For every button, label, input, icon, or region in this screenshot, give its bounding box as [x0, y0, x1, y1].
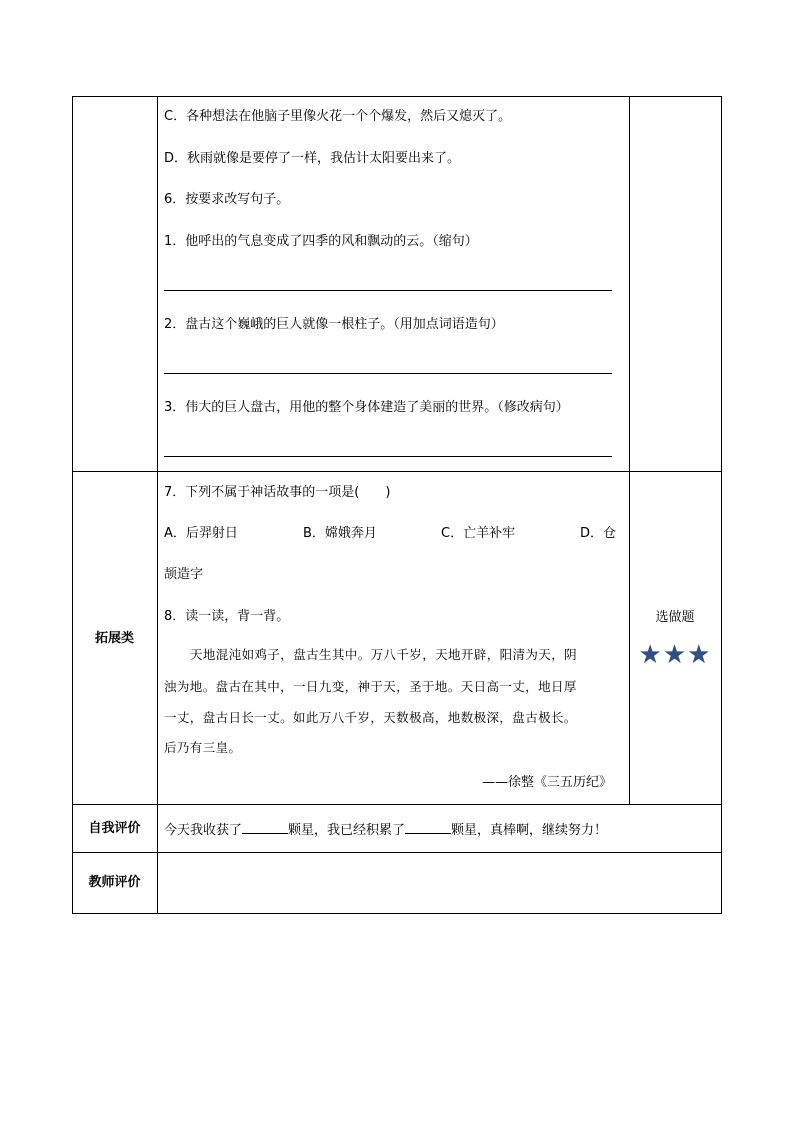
table-left-border: [72, 96, 73, 914]
option-c: C．各种想法在他脑子里像火花一个个爆发，然后又熄灭了。: [164, 109, 512, 124]
self-eval-part-2: 颗星，我已经积累了: [288, 823, 406, 838]
teacher-eval-label: 教师评价: [88, 875, 141, 890]
option-d: D．秋雨就像是要停了一样，我估计太阳要出来了。: [164, 151, 461, 166]
question-7: 7．下列不属于神话故事的一项是( ): [164, 485, 391, 500]
question-6: 6．按要求改写句子。: [164, 192, 290, 207]
question-8: 8．读一读，背一背。: [164, 609, 290, 624]
row-divider-1: [72, 471, 722, 472]
classical-source: ——徐整《三五历纪》: [482, 775, 613, 790]
answer-line-3[interactable]: [164, 456, 612, 457]
classical-text-line-1: 天地混沌如鸡子，盘古生其中。万八千岁，天地开辟，阳清为天，阴: [190, 647, 578, 662]
self-eval-part-1: 今天我收获了: [164, 823, 243, 838]
stars-earned-blank[interactable]: [242, 821, 288, 834]
classical-text-line-2: 浊为地。盘古在其中，一日九变，神于天，圣于地。天日高一丈，地日厚: [164, 679, 577, 694]
subquestion-3: 3．伟大的巨人盘古，用他的整个身体建造了美丽的世界。（修改病句）: [164, 400, 569, 415]
q7-option-c: C．亡羊补牢: [441, 526, 516, 541]
stars-accumulated-blank[interactable]: [405, 821, 451, 834]
row-divider-2: [72, 804, 722, 805]
answer-line-2[interactable]: [164, 373, 612, 374]
self-eval-label: 自我评价: [88, 821, 141, 836]
classical-text-line-4: 后乃有三皇。: [164, 740, 242, 755]
self-eval-part-3: 颗星，真棒啊，继续努力！: [451, 823, 608, 838]
q7-option-b: B．嫦娥奔月: [303, 526, 377, 541]
q7-option-a: A．后羿射日: [164, 526, 238, 541]
self-eval-sentence: [164, 821, 607, 839]
table-top-border: [72, 96, 722, 97]
subquestion-2: 2．盘古这个巍峨的巨人就像一根柱子。（用加点词语造句）: [164, 317, 504, 332]
classical-text-line-3: 一丈，盘古日长一丈。如此万八千岁，天数极高，地数极深，盘古极长。: [164, 710, 577, 725]
col-divider-2: [629, 96, 630, 805]
table-right-border: [721, 96, 722, 914]
subquestion-1: 1．他呼出的气息变成了四季的风和飘动的云。（缩句）: [164, 234, 478, 249]
q7-option-d: D．仓: [580, 526, 617, 541]
star-rating-icon: ★★★: [638, 640, 712, 670]
teacher-eval-cell[interactable]: [158, 853, 721, 913]
col-divider-1: [157, 96, 158, 914]
answer-line-1[interactable]: [164, 290, 612, 291]
q7-option-d-wrap: 颉造字: [164, 567, 204, 582]
table-bottom-border: [72, 913, 722, 914]
optional-label: 选做题: [655, 610, 695, 625]
extension-label: 拓展类: [94, 631, 134, 646]
